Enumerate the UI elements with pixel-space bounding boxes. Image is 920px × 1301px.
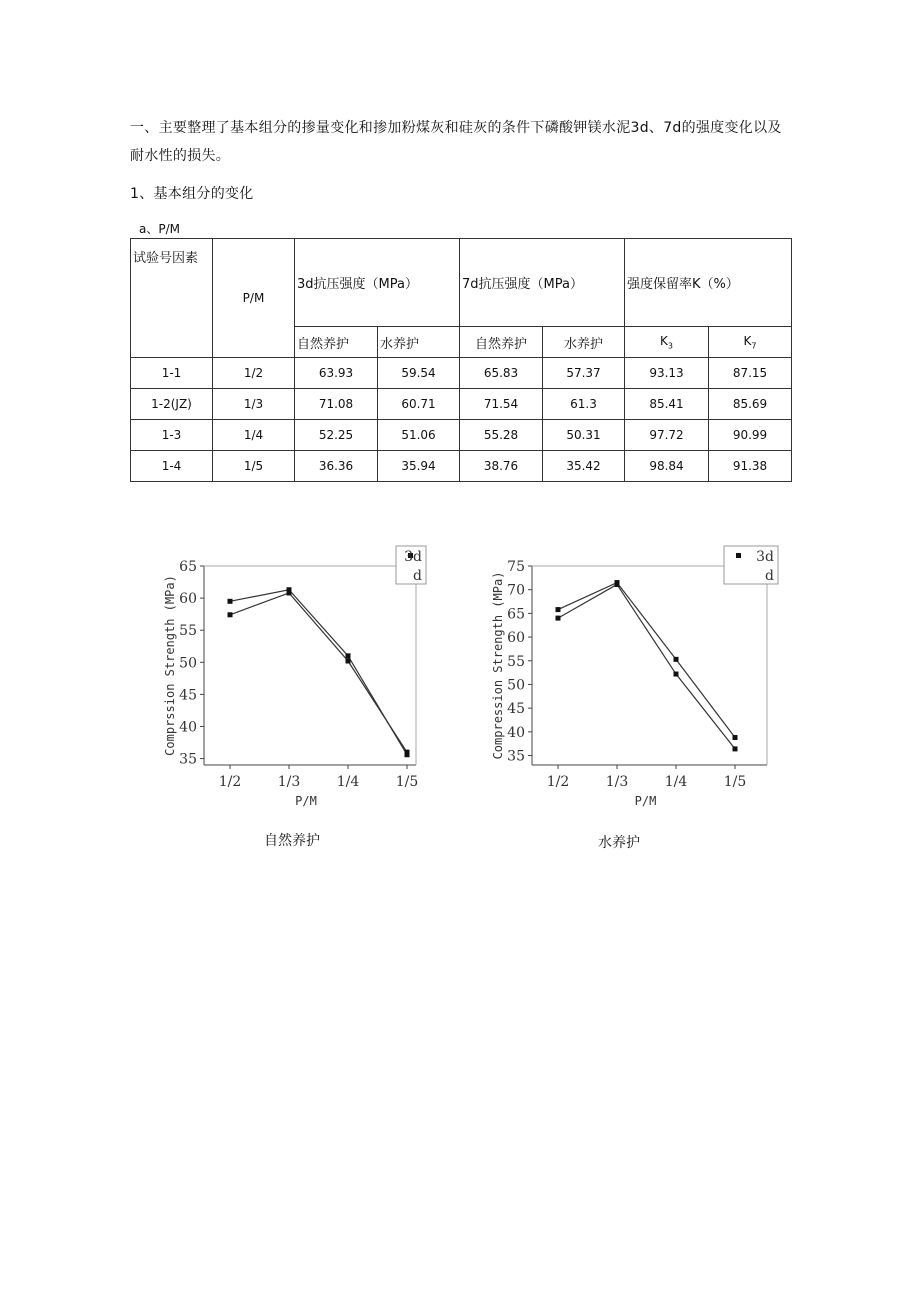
caption-water-curing: 水养护	[598, 835, 640, 851]
data-point-d	[405, 750, 410, 755]
cell-w7: 61.3	[543, 389, 625, 420]
table-row	[131, 389, 792, 420]
y-tick-label: 35	[507, 748, 525, 765]
header-k3-sub: 3	[667, 341, 673, 351]
series-line-d	[230, 593, 407, 752]
cell-n3: 71.08	[295, 389, 378, 420]
cell-id: 1-3	[131, 420, 213, 451]
cell-w3: 59.54	[378, 358, 460, 389]
chart-water-curing	[486, 540, 786, 820]
caption-natural-curing: 自然养护	[264, 833, 320, 849]
y-tick-label: 40	[507, 724, 525, 741]
cell-n7: 71.54	[460, 389, 543, 420]
cell-id: 1-1	[131, 358, 213, 389]
cell-k3: 93.13	[625, 358, 709, 389]
x-tick-label: 1/5	[395, 774, 419, 790]
y-tick-label: 40	[179, 719, 197, 736]
x-tick-label: 1/4	[664, 774, 688, 790]
table-row	[131, 358, 792, 389]
table-row	[131, 420, 792, 451]
cell-k7: 90.99	[709, 420, 792, 451]
data-point-3d	[228, 599, 233, 604]
y-tick-label: 50	[179, 655, 197, 672]
series-line-3d	[558, 584, 735, 748]
legend-label: d	[765, 568, 774, 584]
cell-w7: 35.42	[543, 451, 625, 482]
x-tick-label: 1/2	[546, 774, 570, 790]
cell-n3: 36.36	[295, 451, 378, 482]
y-axis-label: Compression Strength (MPa)	[491, 571, 505, 760]
x-tick-label: 1/2	[218, 774, 242, 790]
legend-label: 3d	[404, 549, 422, 565]
y-tick-label: 75	[507, 559, 525, 575]
y-tick-label: 60	[179, 591, 197, 608]
y-tick-label: 60	[507, 630, 525, 647]
header-3d-natural: 自然养护	[295, 327, 378, 358]
header-7d-natural: 自然养护	[460, 327, 543, 358]
cell-id: 1-2(JZ)	[131, 389, 213, 420]
header-k3	[625, 327, 709, 358]
header-3d-strength: 3d抗压强度（MPa）	[295, 239, 460, 327]
cell-k7: 91.38	[709, 451, 792, 482]
table-row	[131, 451, 792, 482]
y-tick-label: 65	[507, 606, 525, 623]
cell-pm: 1/5	[213, 451, 295, 482]
data-point-d	[615, 580, 620, 585]
data-point-d	[228, 612, 233, 617]
cell-pm: 1/3	[213, 389, 295, 420]
header-retention: 强度保留率K（%）	[625, 239, 792, 327]
data-point-d	[346, 659, 351, 664]
y-axis-label: Comprssion Strength (MPa)	[163, 575, 177, 756]
legend-marker	[736, 553, 741, 558]
legend-label: 3d	[756, 549, 774, 565]
header-7d-water: 水养护	[543, 327, 625, 358]
cell-k7: 85.69	[709, 389, 792, 420]
x-tick-label: 1/3	[605, 774, 629, 790]
cell-k3: 98.84	[625, 451, 709, 482]
header-pm: P/M	[213, 239, 295, 358]
cell-w7: 50.31	[543, 420, 625, 451]
data-point-d	[674, 657, 679, 662]
data-point-d	[287, 590, 292, 595]
legend-label: d	[413, 568, 422, 584]
cell-n3: 63.93	[295, 358, 378, 389]
header-trial: 试验号因素	[131, 239, 213, 358]
data-point-d	[733, 735, 738, 740]
x-tick-label: 1/5	[723, 774, 747, 790]
data-point-3d	[674, 672, 679, 677]
y-tick-label: 65	[179, 559, 197, 575]
header-k7	[709, 327, 792, 358]
y-tick-label: 50	[507, 677, 525, 694]
data-point-d	[556, 607, 561, 612]
header-k7-label: K	[743, 333, 752, 348]
x-axis-label: P/M	[634, 794, 657, 808]
cell-n7: 38.76	[460, 451, 543, 482]
y-tick-label: 45	[507, 701, 525, 718]
section-heading: 1、基本组分的变化	[130, 186, 254, 202]
header-k3-label: K	[660, 333, 668, 348]
y-tick-label: 70	[507, 582, 525, 599]
chart-natural-curing	[160, 540, 430, 820]
data-point-3d	[556, 616, 561, 621]
y-tick-label: 55	[507, 653, 525, 670]
y-tick-label: 45	[179, 687, 197, 704]
cell-k3: 97.72	[625, 420, 709, 451]
x-axis-label: P/M	[295, 794, 317, 808]
cell-pm: 1/4	[213, 420, 295, 451]
y-tick-label: 35	[179, 751, 197, 768]
cell-pm: 1/2	[213, 358, 295, 389]
y-tick-label: 55	[179, 623, 197, 640]
table-caption: a、P/M	[139, 222, 180, 236]
cell-w3: 60.71	[378, 389, 460, 420]
cell-n3: 52.25	[295, 420, 378, 451]
cell-k7: 87.15	[709, 358, 792, 389]
intro-paragraph: 一、主要整理了基本组分的掺量变化和掺加粉煤灰和硅灰的条件下磷酸钾镁水泥3d、7d的强度变化以及耐水性的损失。	[130, 120, 782, 164]
cell-n7: 55.28	[460, 420, 543, 451]
cell-w7: 57.37	[543, 358, 625, 389]
cell-w3: 35.94	[378, 451, 460, 482]
x-tick-label: 1/3	[277, 774, 301, 790]
x-tick-label: 1/4	[336, 774, 360, 790]
cell-k3: 85.41	[625, 389, 709, 420]
header-k7-sub: 7	[751, 341, 757, 351]
header-3d-water: 水养护	[378, 327, 460, 358]
cell-w3: 51.06	[378, 420, 460, 451]
cell-id: 1-4	[131, 451, 213, 482]
data-point-3d	[346, 653, 351, 658]
series-line-3d	[230, 590, 407, 755]
cell-n7: 65.83	[460, 358, 543, 389]
strength-table	[130, 238, 792, 482]
header-7d-strength: 7d抗压强度（MPa）	[460, 239, 625, 327]
data-point-3d	[733, 746, 738, 751]
